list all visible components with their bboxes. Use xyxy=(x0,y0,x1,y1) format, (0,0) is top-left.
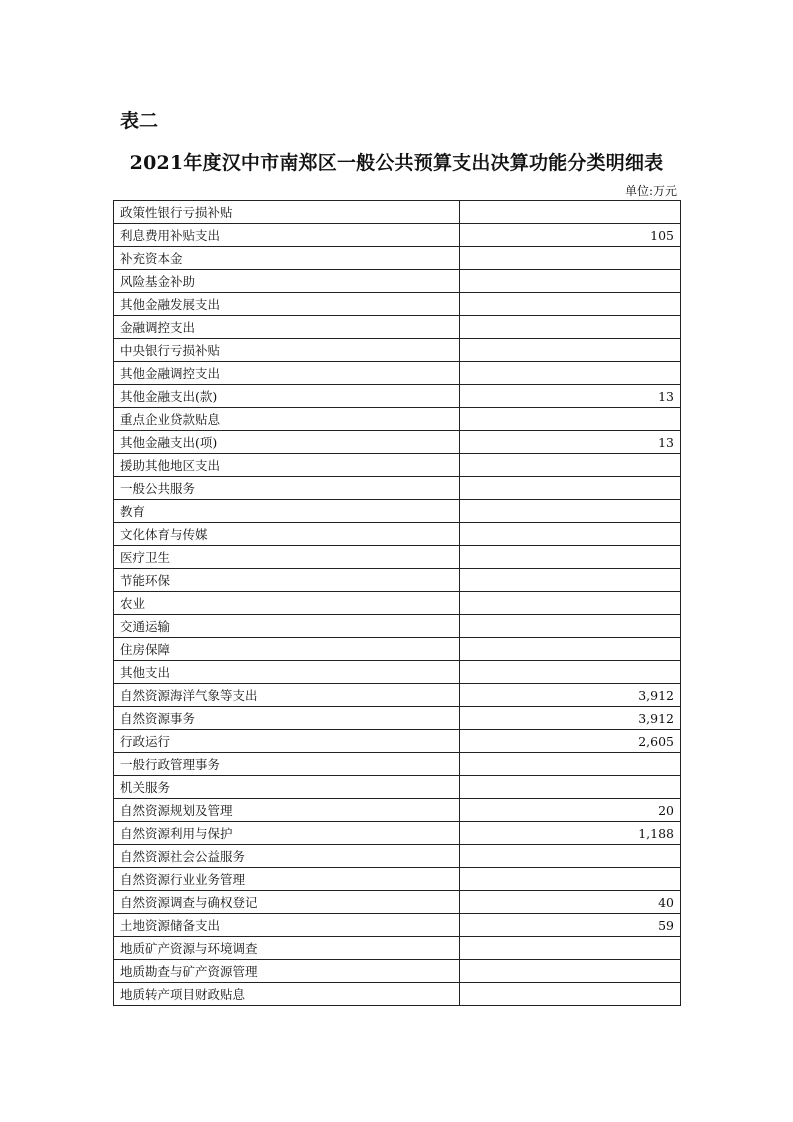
item-name-cell: 土地资源储备支出 xyxy=(114,914,460,937)
amount-cell xyxy=(460,753,681,776)
table-row xyxy=(114,431,681,454)
item-name-cell: 自然资源规划及管理 xyxy=(114,799,460,822)
table-row xyxy=(114,523,681,546)
item-name-cell: 住房保障 xyxy=(114,638,460,661)
unit-label: 单位:万元 xyxy=(624,184,677,198)
item-name-cell: 自然资源海洋气象等支出 xyxy=(114,684,460,707)
item-name-cell: 农业 xyxy=(114,592,460,615)
table-row xyxy=(114,707,681,730)
amount-cell: 13 xyxy=(460,385,681,408)
amount-cell xyxy=(460,454,681,477)
table-row xyxy=(114,822,681,845)
table-row xyxy=(114,868,681,891)
amount-cell xyxy=(460,638,681,661)
budget-table-body xyxy=(114,201,681,1006)
item-name-cell: 一般公共服务 xyxy=(114,477,460,500)
table-row xyxy=(114,592,681,615)
table-row xyxy=(114,477,681,500)
table-row xyxy=(114,983,681,1006)
item-name-cell: 重点企业贷款贴息 xyxy=(114,408,460,431)
item-name-cell: 其他支出 xyxy=(114,661,460,684)
amount-cell: 1,188 xyxy=(460,822,681,845)
amount-cell xyxy=(460,247,681,270)
item-name-cell: 地质转产项目财政贴息 xyxy=(114,983,460,1006)
budget-table xyxy=(113,200,681,1006)
amount-cell xyxy=(460,339,681,362)
item-name-cell: 医疗卫生 xyxy=(114,546,460,569)
item-name-cell: 利息费用补贴支出 xyxy=(114,224,460,247)
item-name-cell: 地质矿产资源与环境调查 xyxy=(114,937,460,960)
table-row xyxy=(114,799,681,822)
table-row xyxy=(114,316,681,339)
item-name-cell: 金融调控支出 xyxy=(114,316,460,339)
table-row xyxy=(114,454,681,477)
amount-cell xyxy=(460,500,681,523)
item-name-cell: 其他金融支出(款) xyxy=(114,385,460,408)
item-name-cell: 地质勘查与矿产资源管理 xyxy=(114,960,460,983)
table-row xyxy=(114,293,681,316)
item-name-cell: 补充资本金 xyxy=(114,247,460,270)
amount-cell xyxy=(460,270,681,293)
item-name-cell: 自然资源行业业务管理 xyxy=(114,868,460,891)
amount-cell xyxy=(460,615,681,638)
item-name-cell: 自然资源事务 xyxy=(114,707,460,730)
amount-cell: 13 xyxy=(460,431,681,454)
amount-cell xyxy=(460,201,681,224)
item-name-cell: 文化体育与传媒 xyxy=(114,523,460,546)
table-row xyxy=(114,569,681,592)
table-row xyxy=(114,937,681,960)
amount-cell xyxy=(460,523,681,546)
amount-cell xyxy=(460,776,681,799)
amount-cell xyxy=(460,316,681,339)
document-title: 2021年度汉中市南郑区一般公共预算支出决算功能分类明细表 xyxy=(129,152,664,174)
item-name-cell: 机关服务 xyxy=(114,776,460,799)
amount-cell: 2,605 xyxy=(460,730,681,753)
item-name-cell: 教育 xyxy=(114,500,460,523)
table-row xyxy=(114,224,681,247)
item-name-cell: 其他金融支出(项) xyxy=(114,431,460,454)
item-name-cell: 交通运输 xyxy=(114,615,460,638)
table-row xyxy=(114,247,681,270)
table-row xyxy=(114,776,681,799)
document-label: 表二 xyxy=(120,110,159,132)
item-name-cell: 风险基金补助 xyxy=(114,270,460,293)
table-row xyxy=(114,914,681,937)
amount-cell xyxy=(460,937,681,960)
table-row xyxy=(114,339,681,362)
item-name-cell: 一般行政管理事务 xyxy=(114,753,460,776)
table-row xyxy=(114,730,681,753)
amount-cell xyxy=(460,868,681,891)
table-row xyxy=(114,270,681,293)
table-row xyxy=(114,201,681,224)
amount-cell: 59 xyxy=(460,914,681,937)
item-name-cell: 节能环保 xyxy=(114,569,460,592)
amount-cell xyxy=(460,661,681,684)
item-name-cell: 援助其他地区支出 xyxy=(114,454,460,477)
table-row xyxy=(114,684,681,707)
item-name-cell: 其他金融发展支出 xyxy=(114,293,460,316)
amount-cell: 3,912 xyxy=(460,707,681,730)
amount-cell: 20 xyxy=(460,799,681,822)
table-row xyxy=(114,661,681,684)
table-row xyxy=(114,638,681,661)
item-name-cell: 自然资源利用与保护 xyxy=(114,822,460,845)
item-name-cell: 其他金融调控支出 xyxy=(114,362,460,385)
table-row xyxy=(114,500,681,523)
amount-cell xyxy=(460,408,681,431)
table-row xyxy=(114,408,681,431)
amount-cell xyxy=(460,293,681,316)
amount-cell xyxy=(460,960,681,983)
amount-cell: 3,912 xyxy=(460,684,681,707)
amount-cell xyxy=(460,362,681,385)
amount-cell: 105 xyxy=(460,224,681,247)
amount-cell xyxy=(460,569,681,592)
amount-cell xyxy=(460,845,681,868)
table-row xyxy=(114,385,681,408)
item-name-cell: 自然资源社会公益服务 xyxy=(114,845,460,868)
table-row xyxy=(114,546,681,569)
amount-cell xyxy=(460,983,681,1006)
table-row xyxy=(114,753,681,776)
item-name-cell: 行政运行 xyxy=(114,730,460,753)
table-row xyxy=(114,960,681,983)
amount-cell xyxy=(460,592,681,615)
amount-cell xyxy=(460,477,681,500)
table-row xyxy=(114,362,681,385)
amount-cell: 40 xyxy=(460,891,681,914)
table-row xyxy=(114,891,681,914)
item-name-cell: 自然资源调查与确权登记 xyxy=(114,891,460,914)
item-name-cell: 中央银行亏损补贴 xyxy=(114,339,460,362)
table-row xyxy=(114,845,681,868)
table-row xyxy=(114,615,681,638)
item-name-cell: 政策性银行亏损补贴 xyxy=(114,201,460,224)
amount-cell xyxy=(460,546,681,569)
